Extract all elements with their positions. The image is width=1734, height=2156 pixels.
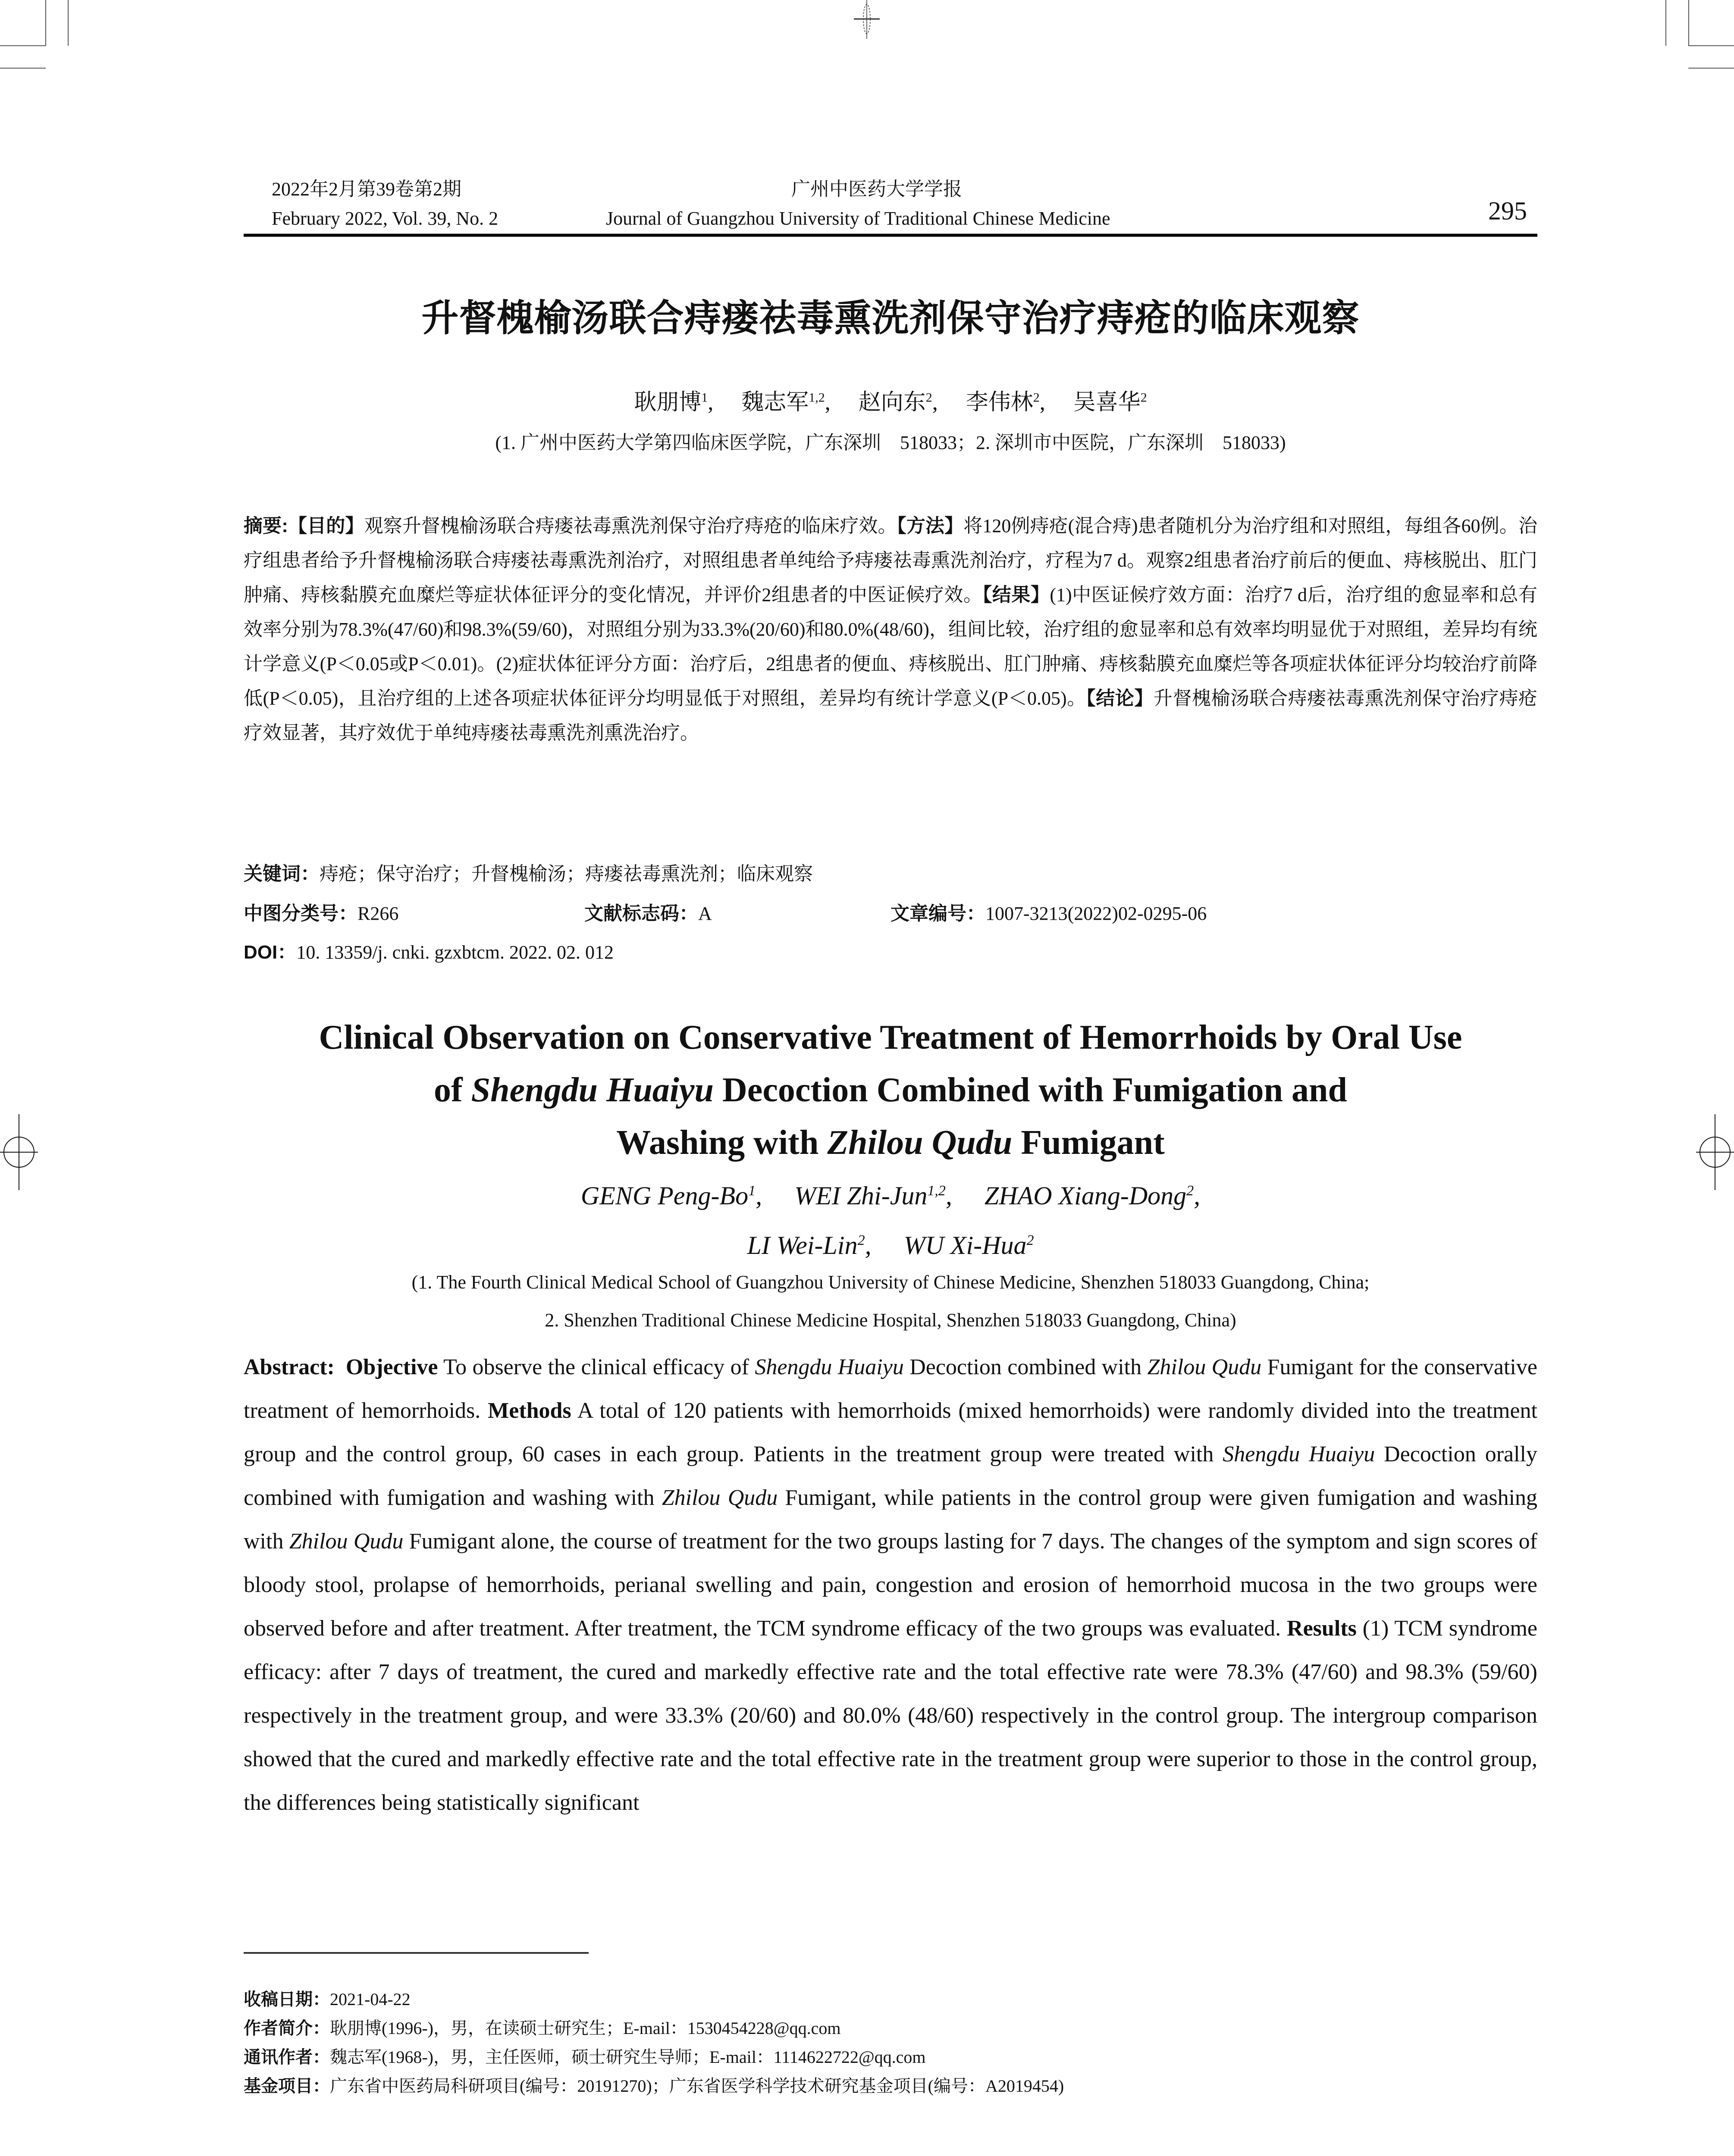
author-en: LI Wei-Lin$^2$ [747,1231,865,1260]
abstract-cn [244,509,1537,750]
registration-mark-right [1691,1112,1734,1194]
article-no-label: 文章编号： [891,903,985,924]
affiliation-line: (1. The Fourth Clinical Medical School of Guangzhou University of Chinese Medicine, Shenzhen 518033 Guangdong, China; [411,1272,1370,1293]
doi-row [244,937,1537,964]
doc-code-value: A [698,903,712,924]
running-header-journal [606,175,1166,233]
author-list-en: GENG Peng-Bo$^1$, WEI Zhi-Jun$^{1,2}$, ZHAO Xiang-Dong$^2$, LI Wei-Lin$^2$, WU Xi-Hua$^2$ [580,1181,1201,1260]
objective-text-cn: 观察升督槐榆汤联合痔瘘祛毒熏洗剂保守治疗痔疮的临床疗效。 [364,515,897,536]
affiliations-cn: (1. 广州中医药大学第四临床医学院，广东深圳 518033；2. 深圳市中医院，广东深圳 518033) [495,432,1286,453]
keywords-text: 痔疮；保守治疗；升督槐榆汤；痔瘘祛毒熏洗剂；临床观察 [320,863,813,884]
results-label-en: Results [1287,1616,1357,1641]
registration-mark-left [0,1112,43,1194]
author-en: WU Xi-Hua$^2$ [903,1231,1034,1260]
footnote-separator [244,1952,589,1954]
abstract-label-en: Abstract: [244,1355,335,1379]
running-header-issue [272,175,498,233]
article-no-field [891,898,1207,925]
results-label-cn: 【结果】 [982,584,1050,605]
author-en: WEI Zhi-Jun$^{1,2}$ [794,1181,946,1210]
crop-mark-line [1665,0,1666,46]
header-rule [244,234,1537,237]
clc-value: R266 [357,903,399,924]
journal-name-cn: 广州中医药大学学报 [791,179,962,200]
herb-name: Zhilou Qudu [289,1529,404,1554]
page-number: 295 [1488,197,1527,225]
affiliation-line: 2. Shenzhen Traditional Chinese Medicine Hospital, Shenzhen 518033 Guangdong, China) [545,1310,1236,1331]
results-text-cn: (1)中医证候疗效方面：治疗7 d后，治疗组的愈显率和总有效率分别为78.3%(47/60)和98.3%(59/60)，对照组分别为33.3%(20/60)和80.0%(48/60)，组间比较，治疗组的愈显率和总有效率均明显优于对照组，差异均有统计学意义(P＜0.05或P＜0.01)。(2)症状体征评分方面：治疗后，2组患者的便血、痔核脱出、肛门肿痛、痔核黏膜充血糜烂等各项症状体征评分均较治疗前降低(P＜0.05)，且治疗组的上述各项症状体征评分均明显低于对照组，差异均有统计学意义(P＜0.05)。 [244,584,1538,709]
author-cn: 赵向东$^2$ [858,390,932,415]
conclusion-label-cn: 【结论】 [1086,688,1154,709]
author-list-cn: 耿朋博$^1$, 魏志军$^{1,2}$, 赵向东$^2$, 李伟林$^2$, 吴喜华$^2$ [634,390,1147,415]
doc-code-field [584,898,712,925]
footnote-funding: 基金项目：广东省中医药局科研项目(编号：20191270)；广东省医学科学技术研究基金项目(编号：A2019454) [244,2076,1064,2096]
issue-en: February 2022, Vol. 39, No. 2 [272,208,499,229]
methods-label-cn: 【方法】 [897,515,964,536]
herb-name: Shengdu Huaiyu [1223,1442,1375,1467]
abstract-en: Abstract: Objective To observe the clinical efficacy of Shengdu Huaiyu Decoction combined with Zhilou Qudu Fumigant for the conservative treatment of hemorrhoids. Methods A total of 120 patients with hemorrhoids (mixed hemorrhoids) were randomly divided into the treatment group and the control group, 60 cases in each group. Patients in the treatment group were treated with Shengdu Huaiyu Decoction orally combined with fumigation and washing with Zhilou Qudu Fumigant, while patients in the control group were given fumigation and washing with Zhilou Qudu Fumigant alone, the course of treatment for the two groups lasting for 7 days. The changes of the symptom and sign scores of bloody stool, prolapse of hemorrhoids, perianal swelling and pain, congestion and erosion of hemorrhoid mucosa in the two groups were observed before and after treatment. After treatment, the TCM syndrome efficacy of the two groups was evaluated. Results (1) TCM syndrome efficacy: after 7 days of treatment, the cured and markedly effective rate and the total effective rate were 78.3% (47/60) and 98.3% (59/60) respectively in the treatment group, and were 33.3% (20/60) and 80.0% (48/60) respectively in the control group. The intergroup comparison showed that the cured and markedly effective rate and the total effective rate in the treatment group were superior to those in the control group, the differences being statistically significant [244,1355,1538,1815]
objective-label-en: Objective [345,1355,438,1379]
author-cn: 李伟林$^2$ [966,390,1040,415]
article-title-en [244,1011,1537,1169]
author-en: GENG Peng-Bo$^1$ [580,1181,756,1210]
herb-name: Shengdu Huaiyu [755,1355,904,1379]
title-line: Washing with Zhilou Qudu Fumigant [616,1124,1165,1162]
registration-mark-top [841,0,893,43]
herb-name: Zhilou Qudu [827,1124,1013,1162]
crop-mark-line [1688,0,1689,46]
article-no-value: 1007-3213(2022)02-0295-06 [985,903,1207,924]
crop-mark-line [1688,68,1734,69]
herb-name: Zhilou Qudu [662,1485,778,1510]
conclusion-text-cn: 升督槐榆汤联合痔瘘祛毒熏洗剂保守治疗痔疮疗效显著，其疗效优于单纯痔瘘祛毒熏洗剂熏洗治疗。 [244,688,1538,743]
footnote-corresponding-author: 通讯作者：魏志军(1968-)，男，主任医师，硕士研究生导师；E-mail：1114622722@qq.com [244,2047,926,2067]
doi-value[interactable]: 10. 13359/j. cnki. gzxbtcm. 2022. 02. 012 [296,942,614,963]
article-title-cn: 升督槐榆汤联合痔瘘祛毒熏洗剂保守治疗痔疮的临床观察 [421,298,1360,339]
crop-mark-line [0,45,46,46]
herb-name: Shengdu Huaiyu [471,1071,714,1109]
crop-mark-line [45,0,46,46]
crop-mark-line [68,0,69,46]
author-cn: 魏志军$^{1,2}$ [741,390,825,415]
crop-mark-line [1688,45,1734,46]
journal-name-en: Journal of Guangzhou University of Traditional Chinese Medicine [606,208,1110,229]
herb-name: Zhilou Qudu [1147,1355,1262,1379]
affiliations-en [244,1263,1537,1339]
footnote-received: 收稿日期：2021-04-22 [244,1990,411,2009]
footnote-author-bio: 作者简介：耿朋博(1996-)，男，在读硕士研究生；E-mail：1530454228@qq.com [244,2018,841,2038]
title-line: Clinical Observation on Conservative Treatment of Hemorrhoids by Oral Use [319,1018,1462,1056]
crop-mark-line [0,68,46,69]
author-cn: 吴喜华$^2$ [1073,390,1147,415]
doi-label: DOI： [244,942,297,963]
keywords-label: 关键词： [244,863,320,884]
keywords-cn [244,858,1537,886]
classification-row [244,898,1537,925]
title-line: of Shengdu Huaiyu Decoction Combined with Fumigation and [433,1071,1348,1109]
abstract-label-cn: 摘要: [244,515,288,536]
issue-cn: 2022年2月第39卷第2期 [272,179,461,200]
author-cn: 耿朋博$^1$ [634,390,708,415]
doc-code-label: 文献标志码： [584,903,698,924]
objective-label-cn: 【目的】 [288,515,364,536]
author-en: ZHAO Xiang-Dong$^2$ [984,1181,1194,1210]
methods-label-en: Methods [488,1398,571,1423]
clc-label: 中图分类号： [244,903,357,924]
clc-field [244,903,398,924]
methods-text-cn: 将120例痔疮(混合痔)患者随机分为治疗组和对照组，每组各60例。治疗组患者给予升督槐榆汤联合痔瘘祛毒熏洗剂治疗，对照组患者单纯给予痔瘘祛毒熏洗剂治疗，疗程为7 d。观察2组患者治疗前后的便血、痔核脱出、肛门肿痛、痔核黏膜充血糜烂等症状体征评分的变化情况，并评价2组患者的中医证候疗效。 [244,515,1538,605]
